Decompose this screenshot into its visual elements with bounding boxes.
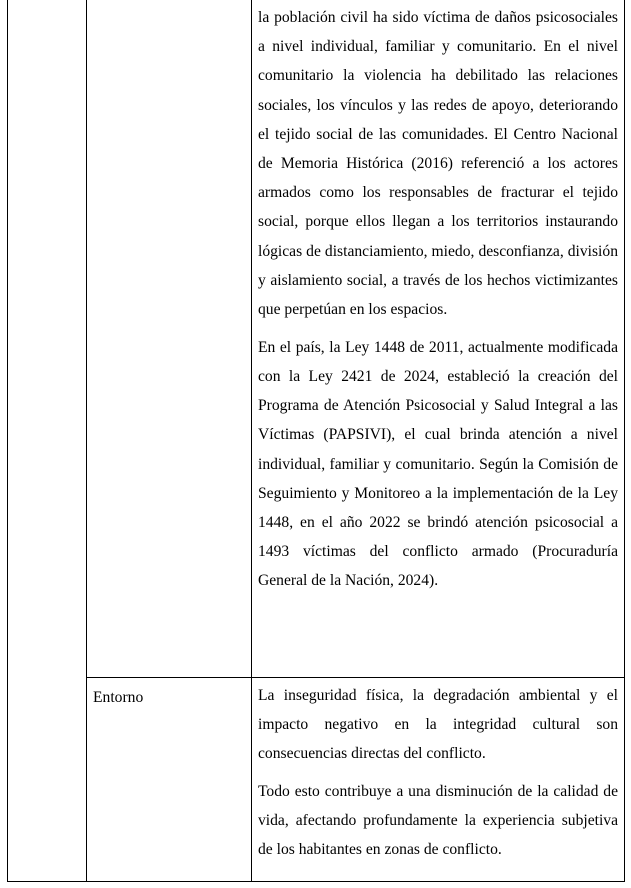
description-cell [252, 677, 625, 881]
description-cell [252, 0, 625, 677]
table-row [8, 0, 625, 677]
content-table [7, 0, 625, 882]
subcategory-label: Entorno [93, 688, 144, 706]
paragraph: Todo esto contribuye a una disminución de la calidad de vida, afectando profundamente la experiencia subjetiva de los habitantes en zonas de conflicto. [258, 782, 618, 859]
paragraph: La inseguridad física, la degradación ambiental y el impacto negativo en la integridad cultural son consecuencias directas del conflicto. [258, 686, 618, 762]
paragraph: la población civil ha sido víctima de daños psicosociales a nivel individual, familiar y comunitario. En el nivel comunitario la violencia ha debilitado las relaciones sociales, los vínculos y las redes de apoyo, deteriorando el tejido social de las comunidades. El Centro Nacional de Memoria Histórica (2016) referenció a los actores armados como los responsables de fracturar el tejido social, porque ellos llegan a los territorios instaurando lógicas de distanciamiento, miedo, desconfianza, división y aislamiento social, a través de los hechos victimizantes que perpetúan en los espacios. [258, 9, 618, 319]
subcategory-label [87, 0, 251, 5]
subcategory-cell [87, 0, 252, 677]
category-cell [8, 0, 87, 881]
subcategory-cell [87, 677, 252, 881]
table-row [8, 677, 625, 881]
paragraph: En el país, la Ley 1448 de 2011, actualmente modificada con la Ley 2421 de 2024, estableció la creación del Programa de Atención Psicosocial y Salud Integral a las Víctimas (PAPSIVI), el cual brinda atención a nivel individual, familiar y comunitario. Según la Comisión de Seguimiento y Monitoreo a la implementación de la Ley 1448, en el año 2022 se brindó atención psicosocial a 1493 víctimas del conflicto armado (Procuraduría General de la Nación, 2024). [258, 338, 618, 590]
